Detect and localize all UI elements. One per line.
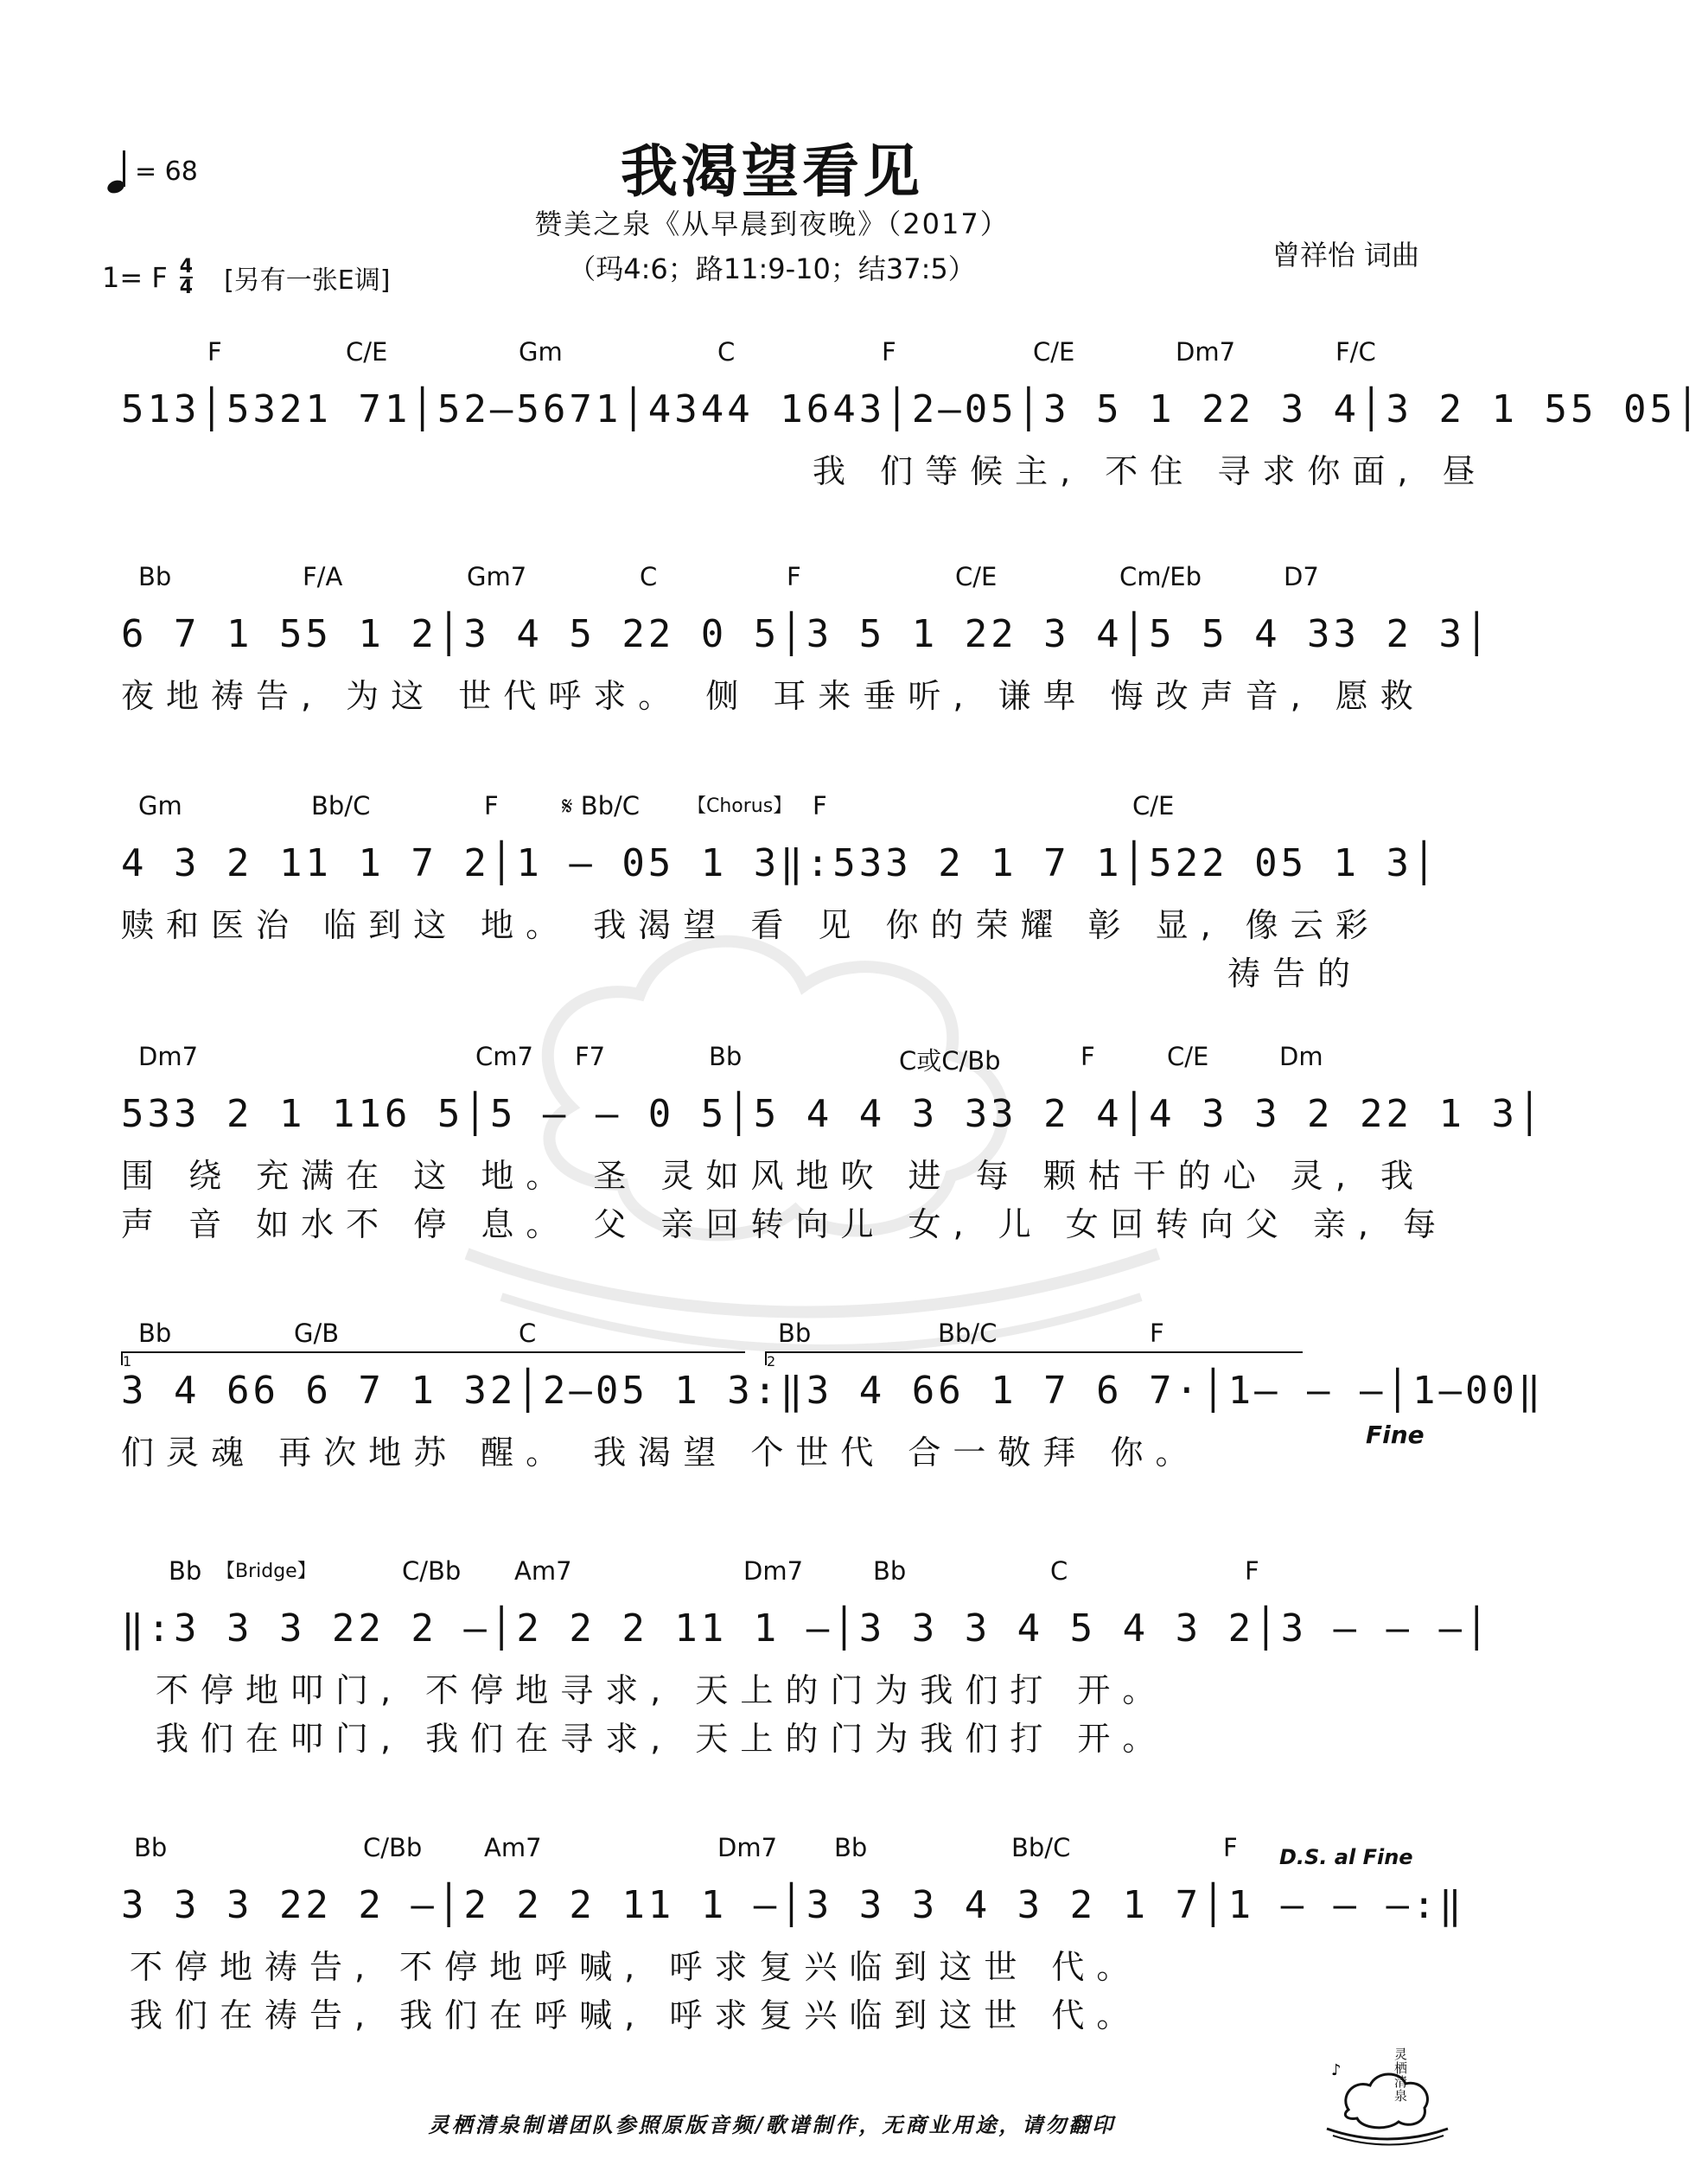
chord-symbol: Dm7 — [717, 1833, 778, 1862]
chord-symbol: Bb/C — [938, 1319, 998, 1348]
volta-bracket-2: 2 — [765, 1351, 1303, 1365]
chord-symbol: Dm — [1279, 1042, 1323, 1071]
chord-symbol: C — [519, 1319, 537, 1348]
lyrics-row-1 — [121, 1421, 1435, 1472]
scripture-references: （玛4:6；路11:9-10；结37:5） — [568, 252, 976, 285]
chord-symbol: C/E — [346, 337, 388, 367]
chord-symbol: C/E — [1167, 1042, 1209, 1071]
note-row — [121, 1353, 1545, 1421]
chord-symbol: Bb/C — [1011, 1833, 1071, 1862]
chord-row — [121, 1042, 1435, 1083]
chord-row — [121, 1556, 1435, 1598]
chord-row — [121, 337, 1435, 379]
chord-symbol: Gm — [519, 337, 563, 367]
key-label: 1= F — [102, 261, 168, 294]
time-bottom: 4 — [179, 277, 194, 298]
lyric-line: 围 绕 充满在 这 地。 圣 灵如风地吹 进 每 颗枯干的心 灵, 我 — [121, 1157, 1425, 1195]
chord-symbol: F — [484, 791, 499, 821]
lyric-line: 不停地叩门, 不停地寻求, 天上的门为我们打 开。 — [156, 1671, 1168, 1709]
chord-symbol: Cm/Eb — [1119, 562, 1202, 591]
volta-bracket-1: 1 — [121, 1351, 745, 1365]
key-signature — [102, 258, 390, 297]
svg-text:♪: ♪ — [1331, 2061, 1342, 2079]
score-system-4 — [121, 1042, 1545, 1243]
section-marker: 【Bridge】 — [216, 1561, 316, 1582]
chord-symbol: Bb — [169, 1556, 202, 1586]
section-marker: 【Chorus】 — [687, 795, 793, 817]
copyright-footer: 灵栖清泉制谱团队参照原版音频/歌谱制作，无商业用途，请勿翻印 — [428, 2112, 1116, 2137]
chord-symbol: C/E — [955, 562, 998, 591]
note-row — [121, 1874, 1466, 1935]
note-row — [121, 1598, 1492, 1658]
lyrics-row-2 — [121, 1192, 1449, 1243]
chord-symbol: D7 — [1284, 562, 1319, 591]
chord-symbol: C/Bb — [402, 1556, 462, 1586]
chord-symbol: Bb — [134, 1833, 168, 1862]
chord-symbol: F7 — [575, 1042, 606, 1071]
lyric-line: 我们在叩门, 我们在寻求, 天上的门为我们打 开。 — [156, 1720, 1168, 1758]
score-system-6 — [121, 1556, 1492, 1758]
chord-symbol: F — [1150, 1319, 1164, 1348]
chord-symbol: F/A — [303, 562, 343, 591]
sheep-logo-icon — [1323, 2049, 1452, 2144]
score-system-3 — [121, 791, 1439, 993]
alternate-key-note: [另有一张E调] — [224, 265, 391, 296]
lyrics-row-1 — [121, 1144, 1435, 1195]
fine-marking: Fine — [1366, 1421, 1425, 1449]
chord-symbol: C — [717, 337, 736, 367]
jianpu-notes: 6 7 1 55 1 2│3 4 5 22 0 5│3 5 1 22 3 4│5 5 4 33 2 3│ — [121, 612, 1492, 656]
ds-al-fine-marking: D.S. al Fine — [1279, 1845, 1413, 1869]
chord-symbol: C或C/Bb — [899, 1046, 1001, 1076]
note-row — [121, 1083, 1545, 1144]
chord-symbol: F — [1223, 1833, 1238, 1862]
score-system-1 — [121, 337, 1702, 490]
chord-symbol: G/B — [294, 1319, 340, 1348]
composer-credit: 曾祥怡 词曲 — [1272, 239, 1419, 271]
score-system-2 — [121, 562, 1492, 715]
chord-symbol: Dm7 — [138, 1042, 199, 1071]
chord-symbol: C — [640, 562, 658, 591]
chord-symbol: F — [813, 791, 827, 821]
chord-symbol: C/E — [1132, 791, 1175, 821]
chord-symbol: F — [1080, 1042, 1095, 1071]
chord-symbol: F — [882, 337, 896, 367]
jianpu-notes: 4 3 2 11 1 7 2│1 – 05 1 3‖:533 2 1 7 1│522 05 1 3│ — [121, 841, 1439, 885]
chord-symbol: Bb — [834, 1833, 868, 1862]
chord-symbol: Am7 — [484, 1833, 542, 1862]
note-row — [121, 603, 1492, 664]
score-system-7 — [121, 1833, 1466, 2034]
chord-row — [121, 791, 1435, 833]
note-row — [121, 833, 1439, 893]
chord-symbol: Gm7 — [467, 562, 527, 591]
note-row — [121, 379, 1702, 439]
lyrics-row-1 — [121, 893, 1435, 942]
lyrics-row-2 — [121, 1983, 1435, 2032]
chord-symbol: C — [1050, 1556, 1068, 1586]
lyric-line: 们灵魂 再次地苏 醒。 我渴望 个世代 合一敬拜 你。 — [121, 1434, 1201, 1472]
time-signature — [180, 258, 193, 297]
chord-symbol: Bb — [873, 1556, 907, 1586]
jianpu-notes: 3 4 66 6 7 1 32│2–05 1 3:‖3 4 66 1 7 6 7·│1– – –│1–00‖ — [121, 1369, 1545, 1413]
chord-row — [121, 562, 1435, 603]
chord-symbol: Bb — [778, 1319, 812, 1348]
lyric-line: 夜地祷告, 为这 世代呼求。 侧 耳来垂听, 谦卑 悔改声音, 愿救 — [121, 677, 1425, 715]
jianpu-notes: 513│5321 71│52–5671│4344 1643│2—05│3 5 1 22 3 4│3 2 1 55 05│ — [121, 387, 1702, 431]
time-top: 4 — [179, 256, 194, 278]
jianpu-notes: 3 3 3 22 2 –│2 2 2 11 1 –│3 3 3 4 3 2 1 7│1 – – –:‖ — [121, 1883, 1466, 1927]
album-subtitle: 赞美之泉《从早晨到夜晚》（2017） — [534, 208, 1010, 240]
lyric-line: 赎和医治 临到这 地。 我渴望 看 见 你的荣耀 彰 显, 像云彩 — [121, 906, 1380, 944]
jianpu-notes: ‖:3 3 3 22 2 –│2 2 2 11 1 –│3 3 3 4 5 4 3 2│3 – – –│ — [121, 1606, 1492, 1651]
logo-text: 灵栖清泉 — [1393, 2047, 1408, 2103]
chord-symbol: Bb/C — [311, 791, 371, 821]
lyrics-row-2 — [121, 1707, 1435, 1758]
lyric-line: 我 们等候主, 不住 寻求你面, 昼 — [813, 452, 1488, 490]
chord-symbol: F — [787, 562, 801, 591]
chord-row — [121, 1833, 1435, 1874]
lyric-line: 声 音 如水不 停 息。 父 亲回转向儿 女, 儿 女回转向父 亲, 每 — [121, 1205, 1449, 1243]
chord-symbol: F — [1245, 1556, 1259, 1586]
tempo-value: = 68 — [135, 156, 198, 187]
chord-symbol: Dm7 — [743, 1556, 804, 1586]
lyrics-row-1 — [121, 664, 1435, 715]
chord-symbol: 𝄋 Bb/C — [562, 791, 641, 821]
chord-symbol: C/E — [1033, 337, 1075, 367]
chord-symbol: Gm — [138, 791, 182, 821]
chord-symbol: Dm7 — [1176, 337, 1236, 367]
score-system-5 — [121, 1319, 1545, 1472]
chord-symbol: Bb — [709, 1042, 743, 1071]
chord-symbol: Am7 — [514, 1556, 572, 1586]
lyrics-row-1 — [121, 1935, 1435, 1986]
chord-symbol: Bb — [138, 1319, 172, 1348]
chord-symbol: C/Bb — [363, 1833, 423, 1862]
chord-symbol: F — [207, 337, 222, 367]
lyric-line: 我们在祷告, 我们在呼喊, 呼求复兴临到这世 代。 — [130, 1996, 1142, 2034]
chord-symbol: Bb — [138, 562, 172, 591]
chord-symbol: Cm7 — [475, 1042, 533, 1071]
lyrics-row-2 — [121, 942, 1435, 993]
jianpu-notes: 533 2 1 116 5│5 – – 0 5│5 4 4 3 33 2 4│4 3 3 2 22 1 3│ — [121, 1092, 1545, 1136]
lyric-line: 不停地祷告, 不停地呼喊, 呼求复兴临到这世 代。 — [130, 1948, 1142, 1986]
lyrics-row-1 — [121, 1658, 1435, 1707]
song-title: 我渴望看见 — [621, 138, 923, 205]
lyrics-row-1 — [121, 439, 1488, 490]
lyric-line: 祷告的 — [1227, 955, 1363, 993]
chord-symbol: F/C — [1335, 337, 1376, 367]
